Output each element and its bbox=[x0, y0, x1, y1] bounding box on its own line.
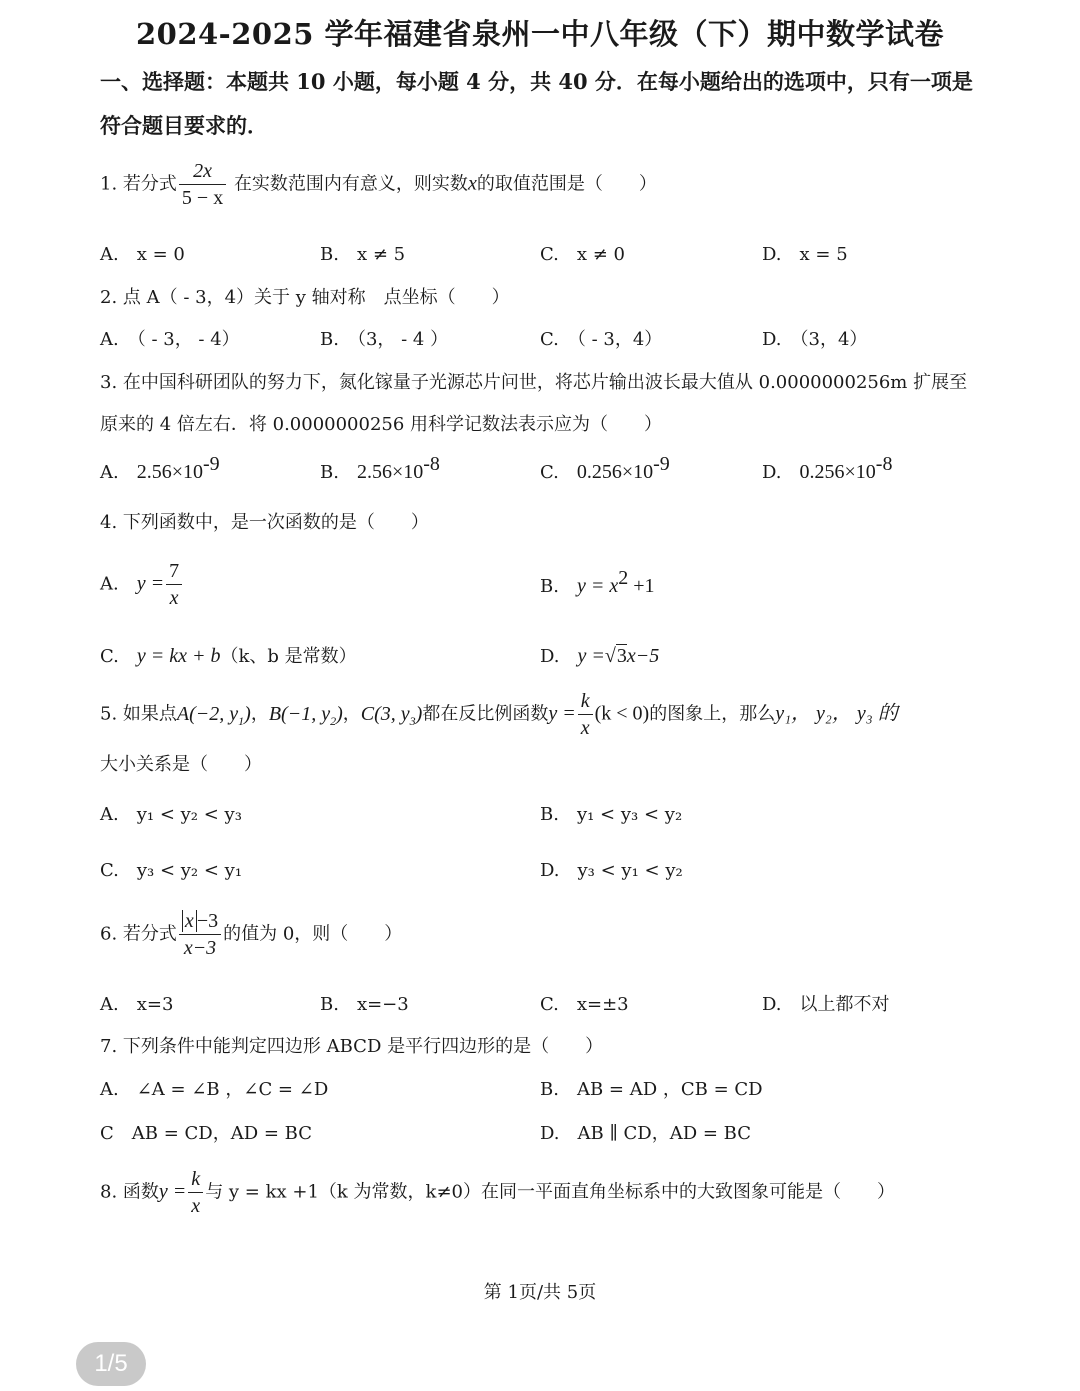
q6-fraction bbox=[179, 908, 221, 961]
question-7: 7. 下列条件中能判定四边形 ABCD 是平行四边形的是（ ） bbox=[100, 1036, 604, 1057]
section-heading bbox=[100, 60, 1000, 148]
q3-c-base: 0.256×10 bbox=[576, 461, 654, 483]
q6-num-rest: −3 bbox=[196, 910, 219, 932]
q5-pc-end: ) bbox=[415, 702, 423, 725]
q1-option-d: D. x = 5 bbox=[762, 244, 848, 265]
q8-pre: 函数 bbox=[122, 1181, 159, 1203]
q7-option-b: B. AB = AD ，CB = CD bbox=[540, 1079, 763, 1100]
q5-func-num: k bbox=[578, 688, 593, 715]
q4-d-label: D. bbox=[540, 646, 560, 667]
q5-mid: 都在反比例函数 bbox=[422, 703, 549, 725]
q4-b-label: B. bbox=[540, 576, 559, 597]
q6-option-c: C. x=±3 bbox=[540, 994, 629, 1015]
q4-a-label: A. bbox=[100, 573, 119, 595]
q5-option-d: D. y₃ < y₁ < y₂ bbox=[540, 860, 683, 881]
q5-option-b: B. y₁ < y₃ < y₂ bbox=[540, 804, 683, 825]
question-3-line1: 3. 在中国科研团队的努力下，氮化镓量子光源芯片问世，将芯片输出波长最大值从 0.0000000256m 扩展至 bbox=[100, 372, 968, 393]
q7-option-d: D. AB ∥ CD，AD = BC bbox=[540, 1123, 751, 1144]
q4-a-fraction bbox=[166, 558, 182, 611]
q3-d-label: D. bbox=[762, 462, 782, 483]
q1-fraction bbox=[179, 158, 226, 211]
sqrt-icon: √ bbox=[604, 645, 616, 667]
q5-pa-sub: 1 bbox=[238, 713, 245, 728]
q5-pb: B(−1, y bbox=[268, 702, 331, 725]
q8-frac-num: k bbox=[188, 1166, 203, 1193]
q1-option-b: B. x ≠ 5 bbox=[320, 244, 406, 265]
q5-func-den: x bbox=[580, 717, 590, 739]
q6-post: 的值为 0，则（ ） bbox=[223, 923, 403, 945]
q5-number: 5. bbox=[100, 703, 118, 725]
q5-pb-end: ) bbox=[336, 702, 343, 725]
q6-option-d: D. 以上都不对 bbox=[762, 994, 890, 1015]
q4-d-rest: x−5 bbox=[626, 645, 660, 667]
q3-d-exp: -8 bbox=[875, 453, 893, 475]
q3-b-label: B. bbox=[320, 462, 339, 483]
q3-c-exp: -9 bbox=[653, 453, 670, 475]
q5-post: 的图象上，那么 bbox=[649, 703, 776, 725]
page-footer: 第 1页/共 5页 bbox=[483, 1282, 597, 1303]
question-6 bbox=[100, 908, 402, 961]
q4-c-expr: y = kx + b bbox=[136, 645, 221, 667]
question-1 bbox=[100, 158, 657, 211]
q3-b-exp: -8 bbox=[423, 453, 440, 475]
q4-c-note: （k、b 是常数） bbox=[220, 646, 357, 667]
q5-vars: y₁， y₂， y₃ 的 bbox=[775, 702, 898, 725]
q7-option-a: A. ∠A = ∠B ，∠C = ∠D bbox=[100, 1079, 329, 1100]
q3-c-label: C. bbox=[540, 462, 559, 483]
q8-number: 8. bbox=[100, 1181, 118, 1203]
q8-post: 与 y = kx +1（k 为常数，k≠0）在同一平面直角坐标系中的大致图象可能是（ ） bbox=[205, 1181, 895, 1203]
q4-a-num: 7 bbox=[166, 558, 182, 585]
q4-d-radicand: 3 bbox=[616, 645, 627, 667]
q5-pc-sub: 3 bbox=[409, 713, 416, 728]
q2-option-b: B. （3， - 4 ） bbox=[320, 329, 449, 350]
q5-pb-sub: 2 bbox=[330, 713, 337, 728]
q2-option-c: C. （ - 3，4） bbox=[540, 329, 663, 350]
q6-abs-x: x bbox=[182, 910, 197, 932]
q3-d-base: 0.256×10 bbox=[799, 461, 876, 483]
q5-option-a: A. y₁ < y₂ < y₃ bbox=[100, 804, 242, 825]
q5-pre: 如果点 bbox=[122, 703, 177, 725]
q1-frac-den: 5 − x bbox=[181, 187, 224, 209]
q5-pc: C(3, y bbox=[360, 702, 410, 725]
q4-c-label: C. bbox=[100, 646, 119, 667]
q6-pre: 若分式 bbox=[122, 923, 177, 945]
q5-pa: A(−2, y bbox=[176, 702, 239, 725]
section-heading-line2: 符合题目要求的． bbox=[100, 113, 268, 138]
q5-option-c: C. y₃ < y₂ < y₁ bbox=[100, 860, 243, 881]
q4-option-b bbox=[540, 567, 655, 598]
question-2: 2. 点 A（ - 3，4）关于 y 轴对称 点坐标（ ） bbox=[100, 287, 510, 308]
q6-frac-den: x−3 bbox=[183, 937, 217, 959]
q1-var: x bbox=[467, 172, 477, 195]
page-indicator[interactable]: 1/5 bbox=[76, 1342, 146, 1386]
q4-a-den: x bbox=[169, 587, 179, 609]
q1-post2: 的取值范围是（ ） bbox=[476, 173, 657, 195]
q3-a-base: 2.56×10 bbox=[136, 461, 204, 483]
q3-b-base: 2.56×10 bbox=[356, 461, 424, 483]
q4-a-lhs: y = bbox=[136, 572, 165, 595]
q1-option-a: A. x = 0 bbox=[100, 244, 185, 265]
q1-post: 在实数范围内有意义，则实数 bbox=[233, 173, 468, 195]
q6-option-a: A. x=3 bbox=[100, 994, 174, 1015]
q5-point-c bbox=[360, 702, 423, 728]
question-4: 4. 下列函数中，是一次函数的是（ ） bbox=[100, 512, 429, 533]
q7-option-c: C AB = CD，AD = BC bbox=[100, 1123, 313, 1144]
q6-option-b: B. x=−3 bbox=[320, 994, 409, 1015]
q4-b-exp: 2 bbox=[618, 567, 629, 589]
question-8 bbox=[100, 1166, 895, 1219]
q1-frac-num: 2x bbox=[179, 158, 226, 185]
q3-option-d bbox=[762, 453, 893, 484]
q8-func-lhs: y = bbox=[158, 1180, 187, 1203]
q3-option-a bbox=[100, 453, 220, 484]
q3-option-b bbox=[320, 453, 440, 484]
q3-option-c bbox=[540, 453, 670, 484]
q2-option-d: D. （3，4） bbox=[762, 329, 868, 350]
q4-option-d bbox=[540, 642, 659, 668]
q5-pa-end: ) bbox=[244, 702, 251, 725]
q4-option-c bbox=[100, 642, 357, 668]
q8-frac-den: x bbox=[191, 1195, 201, 1217]
q1-pre: 若分式 bbox=[122, 173, 177, 195]
q6-number: 6. bbox=[100, 923, 118, 945]
q5-func-lhs: y = bbox=[548, 702, 576, 725]
q6-frac-num bbox=[179, 908, 221, 935]
q1-number: 1. bbox=[100, 173, 118, 195]
exam-title: 2024-2025 学年福建省泉州一中八年级（下）期中数学试卷 bbox=[135, 17, 945, 51]
question-3-line2: 原来的 4 倍左右．将 0.0000000256 用科学记数法表示应为（ ） bbox=[100, 414, 663, 435]
section-heading-line1: 一、选择题：本题共 10 小题，每小题 4 分，共 40 分．在每小题给出的选项中，只有一项是 bbox=[100, 69, 973, 94]
q5-func-fraction bbox=[578, 688, 593, 741]
question-5-line2: 大小关系是（ ） bbox=[100, 754, 262, 775]
q8-fraction bbox=[188, 1166, 203, 1219]
q5-point-b bbox=[268, 702, 343, 728]
q3-a-label: A. bbox=[100, 462, 119, 483]
q5-point-a bbox=[176, 702, 251, 728]
q4-b-expr: y = x bbox=[576, 575, 619, 597]
q2-option-a: A. （ - 3， - 4） bbox=[100, 329, 240, 350]
q4-b-tail: +1 bbox=[628, 575, 655, 597]
q1-option-c: C. x ≠ 0 bbox=[540, 244, 625, 265]
q4-d-lhs: y = bbox=[577, 645, 605, 667]
q5-func-cond: (k < 0) bbox=[594, 702, 650, 725]
q4-option-a bbox=[100, 558, 184, 611]
question-5-line1: 5. 如果点A(−2, $y_1$)，B(−1, $y_2$)，C(3, $y_3$)都在反比例函数y = $\frac{k}{x}$ (k < 0)的图象上，那么y₁， y₂， y₃ 的 bbox=[100, 690, 898, 739]
q3-a-exp: -9 bbox=[203, 453, 220, 475]
